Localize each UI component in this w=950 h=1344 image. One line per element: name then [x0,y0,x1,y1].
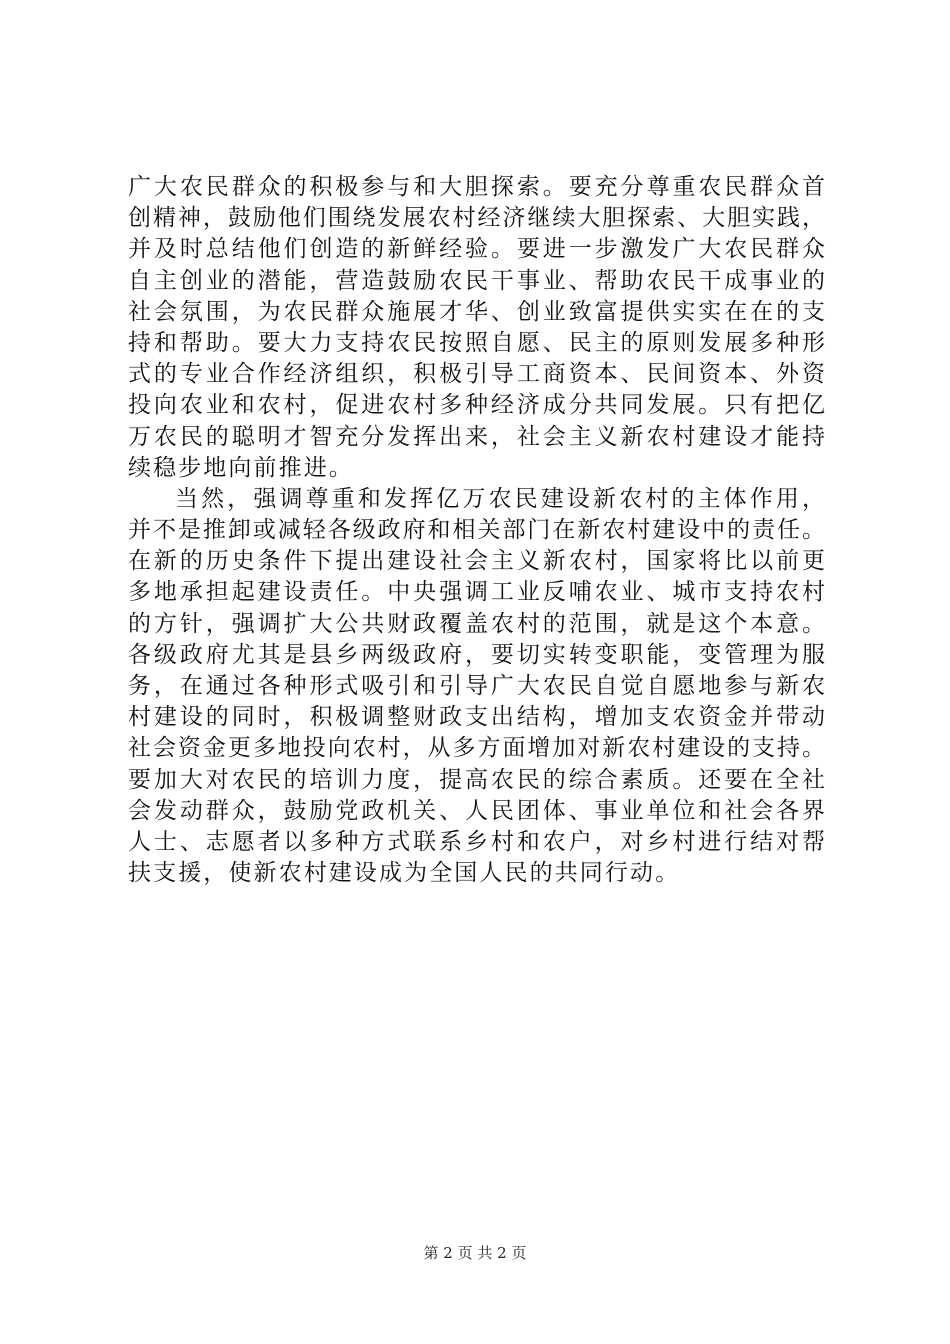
text-line: 人士、志愿者以多种方式联系乡村和农户，对乡村进行结对帮 [128,828,825,855]
text-line: 社会资金更多地投向农村，从多方面增加对新农村建设的支持。 [128,735,825,762]
text-line: 务，在通过各种形式吸引和引导广大农民自觉自愿地参与新农 [128,673,825,699]
paragraph-2 [128,484,828,889]
text-line: 创精神，鼓励他们围绕发展农村经济继续大胆探索、大胆实践， [128,205,825,232]
text-line: 多地承担起建设责任。中央强调工业反哺农业、城市支持农村 [128,579,825,606]
text-line: 社会氛围，为农民群众施展才华、创业致富提供实实在在的支 [128,298,825,325]
text-line: 扶支援，使新农村建设成为全国人民的共同行动。 [128,860,681,887]
text-line: 当然，强调尊重和发挥亿万农民建设新农村的主体作用， [175,485,825,512]
text-line: 村建设的同时，积极调整财政支出结构，增加支农资金并带动 [128,704,825,731]
paragraph-1 [128,172,828,484]
body-text [128,172,828,889]
text-line: 续稳步地向前推进。 [128,454,354,481]
text-line: 广大农民群众的积极参与和大胆探索。要充分尊重农民群众首 [128,174,825,200]
text-line: 投向农业和农村，促进农村多种经济成分共同发展。只有把亿 [128,392,825,419]
text-line: 并及时总结他们创造的新鲜经验。要进一步激发广大农民群众 [128,236,825,263]
page-footer: 第 2 页 共 2 页 [423,1244,527,1262]
text-line: 要加大对农民的培训力度，提高农民的综合素质。还要在全社 [128,766,825,793]
text-line: 万农民的聪明才智充分发挥出来，社会主义新农村建设才能持 [128,423,825,450]
text-line: 式的专业合作经济组织，积极引导工商资本、民间资本、外资 [128,361,825,388]
text-line: 自主创业的潜能，营造鼓励农民干事业、帮助农民干成事业的 [128,267,825,294]
text-line: 会发动群众，鼓励党政机关、人民团体、事业单位和社会各界 [128,797,825,824]
text-line: 持和帮助。要大力支持农民按照自愿、民主的原则发展多种形 [128,329,825,356]
text-line: 的方针，强调扩大公共财政覆盖农村的范围，就是这个本意。 [128,610,825,637]
text-line: 在新的历史条件下提出建设社会主义新农村，国家将比以前更 [128,548,825,575]
text-line: 各级政府尤其是县乡两级政府，要切实转变职能，变管理为服 [128,641,825,668]
text-line: 并不是推卸或减轻各级政府和相关部门在新农村建设中的责任。 [128,517,825,544]
